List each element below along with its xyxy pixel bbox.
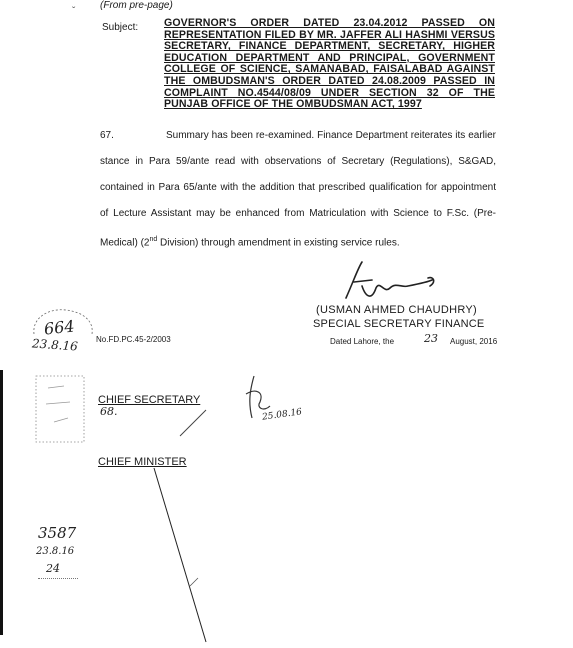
bottom-divider [38, 578, 78, 579]
dotted-box [34, 374, 90, 446]
paragraph-text-1: Summary has been re-examined. Finance Department reiterates its earlier stance in Para 59/ante read with observations of Secretary (Regulations), S&GAD, contained in Para 65/ante with the addition that prescribed qualification for appointment of Lecture Assistant may be enhanced from Matriculation with Science to F.Sc. (Pre-Medical) (2 [100, 130, 496, 249]
paragraph-superscript: nd [149, 236, 158, 243]
paragraph-text-2: Division) through amendment in existing service rules. [157, 237, 400, 249]
diagonal-line [150, 466, 210, 646]
signature-scribble [336, 258, 446, 308]
dated-day-handwritten: 23 [424, 332, 438, 345]
dated-prefix: Dated Lahore, the [330, 337, 395, 346]
summary-paragraph [100, 123, 496, 256]
signatory-title: SPECIAL SECRETARY FINANCE [313, 318, 485, 330]
bottom-number-handwritten: 3587 [38, 524, 77, 542]
recipient-chief-secretary: CHIEF SECRETARY [98, 394, 201, 406]
subject-label: Subject: [102, 22, 139, 33]
from-prepage-note: (From pre-page) [100, 0, 173, 11]
bottom-date-handwritten: 23.8.16 [36, 546, 75, 557]
stamp-date-handwritten: 23.8.16 [31, 336, 79, 354]
margin-mark: ˇ [72, 6, 76, 17]
left-edge-bar [0, 370, 3, 635]
dated-month-year: August, 2016 [450, 337, 498, 346]
file-number: No.FD.PC.45-2/2003 [96, 335, 171, 344]
pen-stroke [176, 408, 212, 440]
initials-date-handwritten: 25.08.16 [261, 407, 303, 423]
recipient-number-handwritten: 68. [100, 405, 118, 418]
paragraph-number: 67. [100, 130, 114, 141]
signatory-name: (USMAN AHMED CHAUDHRY) [316, 304, 478, 316]
recipient-chief-minister: CHIEF MINISTER [98, 456, 187, 468]
bottom-extra-handwritten: 24 [46, 562, 60, 575]
stamp-number-handwritten: 664 [43, 316, 76, 339]
subject-text: GOVERNOR'S ORDER DATED 23.04.2012 PASSED ON REPRESENTATION FILED BY MR. JAFFER ALI HASHMI VERSUS SECRETARY, FINANCE DEPARTMENT, SECRETARY, HIGHER EDUCATION DEPARTMENT AND PRINCIPAL, GOVERNMENT COLLEGE OF SCIENCE, SAMANABAD, FAISALABAD AGAINST THE OMBUDSMAN'S ORDER DATED 24.08.2009 PASSED IN COMPLAINT NO.4544/08/09 UNDER SECTION 32 OF THE PUNJAB OFFICE OF THE OMBUDSMAN ACT, 1997 [164, 17, 495, 111]
